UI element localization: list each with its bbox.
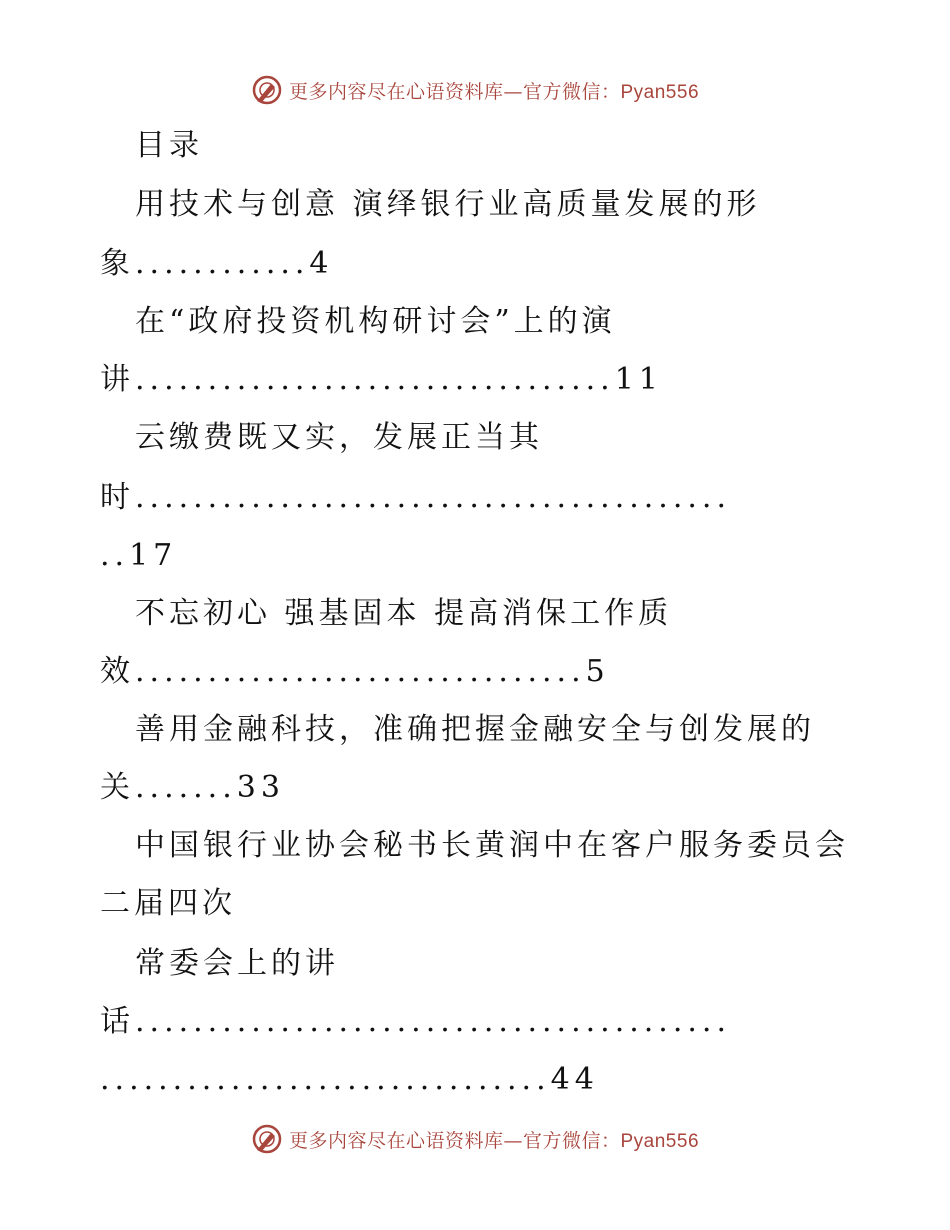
toc-entry-3-line-1: 云缴费既又实，发展正当其 <box>135 420 543 455</box>
toc-entry-6-line-4: 话......................................... <box>100 1004 731 1039</box>
toc-entry-1-line-2: 象............4 <box>100 246 334 281</box>
toc-entry-5-line-2: 关.......33 <box>100 770 285 805</box>
toc-entry-4-line-2: 效...............................5 <box>100 654 610 689</box>
pen-logo-icon <box>251 74 283 106</box>
toc-entry-6-line-1: 中国银行业协会秘书长黄润中在客户服务委员会 <box>135 828 849 863</box>
watermark-text: 更多内容尽在心语资料库—官方微信：Pyan556 <box>288 80 700 103</box>
header-watermark <box>0 70 950 110</box>
watermark-text: 更多内容尽在心语资料库—官方微信：Pyan556 <box>288 1129 700 1152</box>
toc-entry-6-line-5: ...............................44 <box>100 1062 599 1097</box>
toc-entry-6-line-3: 常委会上的讲 <box>135 946 339 981</box>
toc-entry-5-line-1: 善用金融科技，准确把握金融安全与创发展的 <box>135 712 815 747</box>
footer-watermark <box>0 1119 950 1159</box>
toc-entry-2-line-2: 讲.................................11 <box>100 362 663 397</box>
toc-entry-3-line-2: 时......................................... <box>100 480 731 515</box>
toc-entry-6-line-2: 二届四次 <box>100 886 236 921</box>
toc-entry-1-line-1: 用技术与创意 演绎银行业高质量发展的形 <box>135 187 761 222</box>
toc-heading: 目录 <box>135 128 203 163</box>
toc-entry-4-line-1: 不忘初心 强基固本 提高消保工作质 <box>135 596 673 631</box>
toc-entry-2-line-1: 在“政府投资机构研讨会”上的演 <box>135 304 616 339</box>
pen-logo-icon <box>251 1123 283 1155</box>
toc-entry-3-line-3: ..17 <box>100 538 178 573</box>
